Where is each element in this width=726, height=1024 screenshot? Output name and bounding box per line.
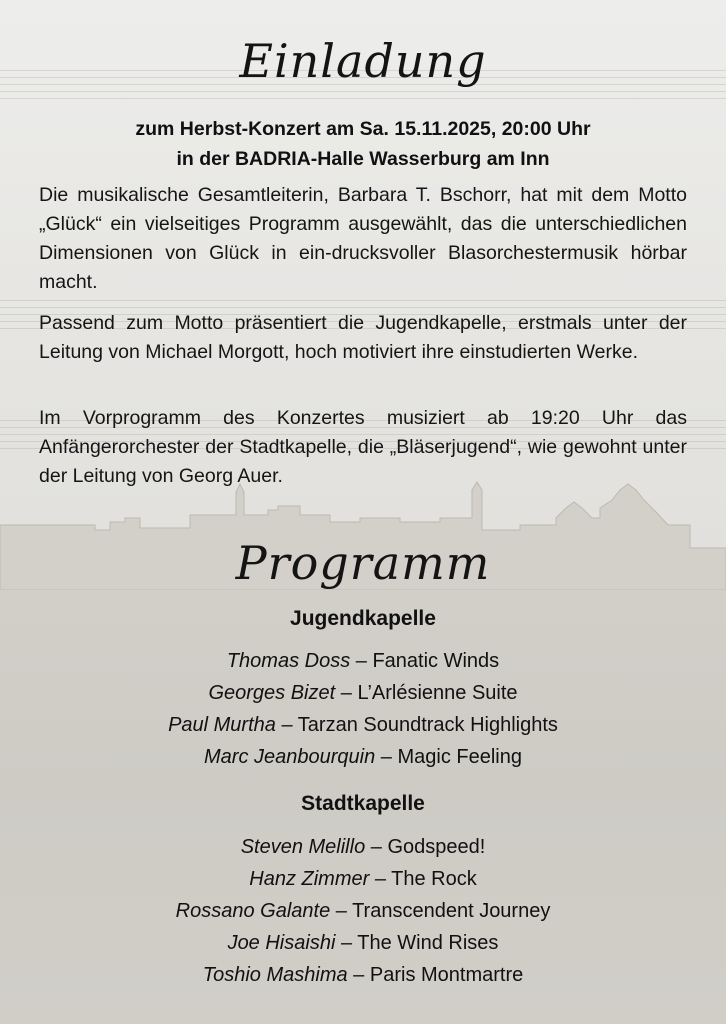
vorprogramm-paragraph: Im Vorprogramm des Konzertes musiziert ab 19:20 Uhr das Anfängerorchester der Stadtkapelle, die „Bläserjugend“, wie gewohnt unter der Leitung von Georg Auer. <box>39 407 687 487</box>
program-heading: Programm <box>235 536 491 590</box>
entry-separator: – <box>335 932 358 954</box>
composer-name: Marc Jeanbourquin <box>204 746 376 768</box>
jugendkapelle-paragraph: Passend zum Motto präsentiert die Jugendkapelle, erstmals unter der Leitung von Michael Morgott, hoch motiviert ihre einstudierten Werke. <box>39 312 687 363</box>
section-title-jugendkapelle: Jugendkapelle <box>290 607 436 630</box>
intro-paragraph: Die musikalische Gesamtleiterin, Barbara T. Bschorr, hat mit dem Motto „Glück“ ein vielseitiges Programm ausgewählt, das die unterschiedlichen Dimensionen von Glück in ein-drucksvoller Blasorchestermusik hörbar macht. <box>39 184 687 293</box>
work-title: L’Arlésienne Suite <box>357 682 518 704</box>
program-entry <box>0 959 726 991</box>
composer-name: Rossano Galante <box>175 900 331 922</box>
composer-name: Paul Murtha <box>168 714 276 736</box>
program-entry <box>0 741 726 773</box>
entry-separator: – <box>369 868 392 890</box>
program-entry <box>0 927 726 959</box>
composer-name: Georges Bizet <box>208 682 336 704</box>
program-entry <box>0 709 726 741</box>
work-title: Magic Feeling <box>397 746 522 768</box>
composer-name: Toshio Mashima <box>202 964 348 986</box>
work-title: Fanatic Winds <box>372 650 500 672</box>
concert-venue-line: in der BADRIA-Halle Wasserburg am Inn <box>176 148 550 170</box>
program-entry <box>0 677 726 709</box>
entry-separator: – <box>330 900 353 922</box>
composer-name: Steven Melillo <box>240 836 366 858</box>
program-entry <box>0 863 726 895</box>
work-title: Godspeed! <box>387 836 486 858</box>
work-title: Tarzan Soundtrack Highlights <box>297 714 558 736</box>
work-title: Paris Montmartre <box>369 964 524 986</box>
program-entry <box>0 895 726 927</box>
work-title: Transcendent Journey <box>352 900 551 922</box>
entry-separator: – <box>335 682 358 704</box>
entry-separator: – <box>375 746 398 768</box>
entry-separator: – <box>275 714 298 736</box>
composer-name: Joe Hisaishi <box>227 932 336 954</box>
work-title: The Rock <box>391 868 477 890</box>
composer-name: Thomas Doss <box>226 650 351 672</box>
program-entry <box>0 831 726 863</box>
entry-separator: – <box>365 836 388 858</box>
section-title-stadtkapelle: Stadtkapelle <box>301 792 425 815</box>
invitation-heading: Einladung <box>239 34 487 88</box>
composer-name: Hanz Zimmer <box>249 868 370 890</box>
entry-separator: – <box>347 964 370 986</box>
concert-date-line: zum Herbst-Konzert am Sa. 15.11.2025, 20:00 Uhr <box>135 118 591 140</box>
entry-separator: – <box>350 650 373 672</box>
work-title: The Wind Rises <box>357 932 499 954</box>
program-entry <box>0 645 726 677</box>
